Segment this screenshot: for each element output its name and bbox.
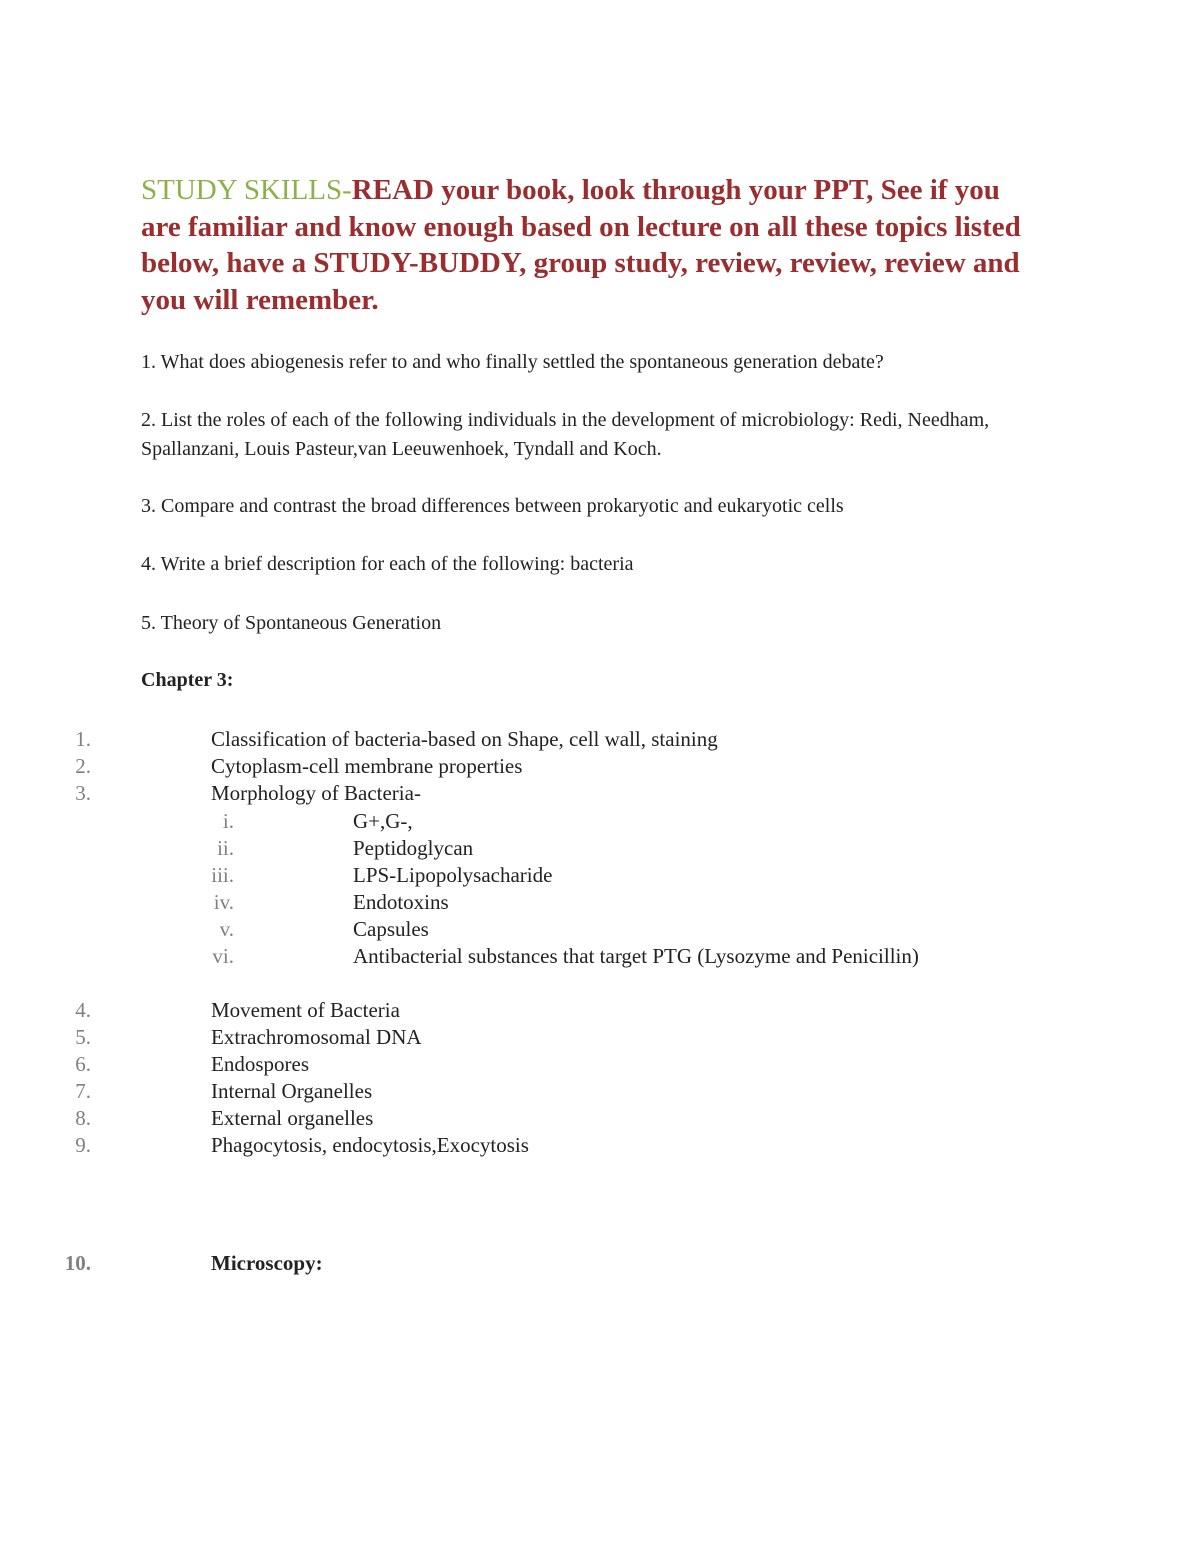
sublist-number: iv. [213, 890, 234, 914]
sublist-item-text: Capsules [353, 917, 429, 941]
chapter-list-bottom [0, 997, 1100, 1159]
sublist-item [0, 916, 1100, 943]
list-item [0, 1024, 1100, 1051]
sublist-item-text: LPS-Lipopolysacharide [353, 863, 553, 887]
microscopy-label: Microscopy: [211, 1251, 323, 1275]
list-number: 9. [75, 1133, 91, 1157]
list-item-text: Internal Organelles [211, 1079, 373, 1103]
chapter-list-top [0, 726, 1100, 807]
list-item-text: External organelles [211, 1106, 374, 1130]
sublist-number: vi. [212, 944, 234, 968]
question-2: 2. List the roles of each of the following individuals in the development of microbiology: Redi, Needham, Spallanzani, Louis Pasteur,van Leeuwenhoek, Tyndall and Koch. [141, 409, 990, 460]
question-4: 4. Write a brief description for each of the following: bacteria [141, 553, 634, 575]
study-skills-text: READ your book, look through your PPT, See if you are familiar and know enough based on lecture on all these topics listed below, have a STUDY-BUDDY, group study, review, review, review and you will remember. [141, 174, 1021, 316]
sublist-item-text: Endotoxins [353, 890, 449, 914]
study-skills-label: STUDY SKILLS- [141, 174, 352, 206]
list-number: 6. [75, 1052, 91, 1076]
study-skills-heading [141, 172, 1041, 318]
question-5: 5. Theory of Spontaneous Generation [141, 612, 442, 634]
list-item-text: Morphology of Bacteria- [211, 781, 421, 805]
sublist-item [0, 862, 1100, 889]
chapter-title: Chapter 3: [141, 669, 234, 691]
question-1: 1. What does abiogenesis refer to and who finally settled the spontaneous generation debate? [141, 351, 884, 373]
list-item [0, 726, 1100, 753]
list-item-text: Endospores [211, 1052, 309, 1076]
list-item-text: Cytoplasm-cell membrane properties [211, 754, 523, 778]
sublist-item [0, 943, 1100, 970]
sublist-number: v. [219, 917, 234, 941]
list-number: 3. [75, 781, 91, 805]
list-item-text: Phagocytosis, endocytosis,Exocytosis [211, 1133, 529, 1157]
sublist-item [0, 835, 1100, 862]
sublist-item-text: Antibacterial substances that target PTG (Lysozyme and Penicillin) [353, 944, 919, 968]
list-number: 7. [75, 1079, 91, 1103]
sublist-item-text: G+,G-, [353, 809, 413, 833]
list-number: 1. [75, 727, 91, 751]
list-item-text: Movement of Bacteria [211, 998, 400, 1022]
microscopy-item [0, 1250, 1100, 1277]
list-item [0, 1051, 1100, 1078]
sublist-item [0, 889, 1100, 916]
list-item [0, 997, 1100, 1024]
sublist-number: ii. [217, 836, 234, 860]
list-item-text: Extrachromosomal DNA [211, 1025, 422, 1049]
list-number: 5. [75, 1025, 91, 1049]
list-item [0, 780, 1100, 807]
list-item [0, 1105, 1100, 1132]
question-3: 3. Compare and contrast the broad differences between prokaryotic and eukaryotic cells [141, 495, 844, 517]
list-item [0, 753, 1100, 780]
list-number: 10. [64, 1251, 91, 1275]
list-item [0, 1132, 1100, 1159]
list-item-text: Classification of bacteria-based on Shape, cell wall, staining [211, 727, 718, 751]
list-number: 2. [75, 754, 91, 778]
list-number: 8. [75, 1106, 91, 1130]
list-item [0, 1078, 1100, 1105]
sublist-item [0, 808, 1100, 835]
sublist-item-text: Peptidoglycan [353, 836, 474, 860]
sublist-number: i. [222, 809, 234, 833]
list-number: 4. [75, 998, 91, 1022]
morphology-sublist [0, 808, 1100, 970]
sublist-number: iii. [211, 863, 234, 887]
